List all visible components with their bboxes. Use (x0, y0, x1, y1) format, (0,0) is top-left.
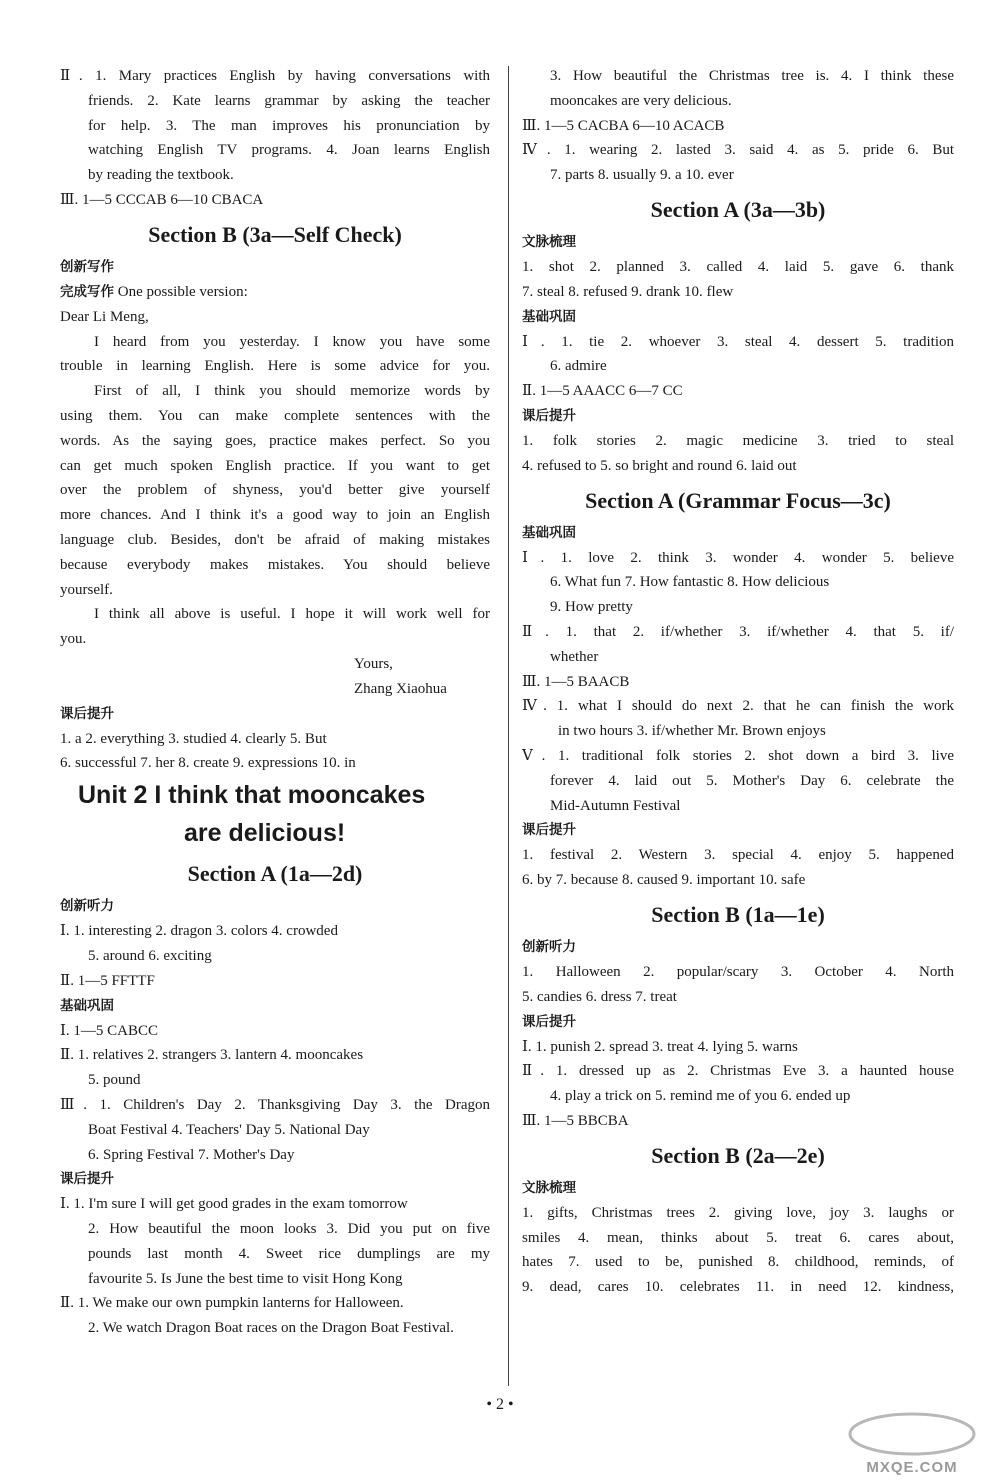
section-label: 创新听力 (60, 898, 114, 915)
answer-line: Ⅲ. 1—5 CACBA 6—10 ACACB (522, 117, 725, 134)
answer-line: First of all, I think you should memorize words by (94, 383, 490, 400)
answer-line: Ⅳ. 1. what I should do next 2. that he can finish the work (522, 698, 954, 715)
answer-line: Mid-Autumn Festival (550, 797, 681, 814)
answer-line: pounds last month 4. Sweet rice dumplings are my (88, 1245, 490, 1262)
answer-line: language club. Besides, don't be afraid of making mistakes (60, 531, 490, 548)
column-divider (508, 66, 509, 1386)
section-label: 基础巩固 (522, 524, 576, 541)
answer-line: more chances. And I think it's a good way to join an English (60, 507, 490, 524)
section-label: 文脉梳理 (522, 233, 576, 250)
answer-line: words. As the saying goes, practice makes perfect. So you (60, 432, 490, 449)
section-label: 基础巩固 (60, 997, 114, 1014)
section-label: 创新听力 (522, 938, 576, 955)
answer-line: 6. successful 7. her 8. create 9. expressions 10. in (60, 755, 356, 772)
answer-line: trouble in learning English. Here is some advice for you. (60, 358, 490, 375)
answer-line: Ⅲ. 1. Children's Day 2. Thanksgiving Day 3. the Dragon (60, 1096, 490, 1113)
answer-line: Yours, (354, 655, 393, 672)
answer-line: 2. We watch Dragon Boat races on the Dragon Boat Festival. (88, 1320, 454, 1337)
answer-line: Ⅴ. 1. traditional folk stories 2. shot down a bird 3. live (522, 747, 954, 764)
section-label: 课后提升 (60, 1171, 114, 1188)
answer-line: 5. around 6. exciting (88, 947, 212, 964)
answer-line: Ⅰ. 1. punish 2. spread 3. treat 4. lying 5. warns (522, 1038, 798, 1055)
label-note: One possible version: (114, 283, 248, 300)
answer-line: 9. How pretty (550, 599, 633, 616)
section-label (60, 280, 490, 305)
answer-line: Ⅱ. 1. that 2. if/whether 3. if/whether 4. that 5. if/ (522, 623, 954, 640)
answer-line: 2. How beautiful the moon looks 3. Did you put on five (88, 1221, 490, 1238)
answer-line: because everybody makes mistakes. You should believe (60, 556, 490, 573)
answer-line: Ⅲ. 1—5 BAACB (522, 673, 630, 690)
answer-line: Dear Li Meng, (60, 308, 149, 325)
answer-line: smiles 4. mean, thinks about 5. treat 6. cares about, (522, 1229, 954, 1246)
section-label: 基础巩固 (522, 308, 576, 325)
answer-line: you. (60, 631, 87, 648)
answer-line: by reading the textbook. (88, 167, 234, 184)
answer-line: 5. pound (88, 1072, 141, 1089)
answer-line: in two hours 3. if/whether Mr. Brown enjoys (558, 723, 826, 740)
section-heading: Section A (3a—3b) (650, 196, 826, 222)
answer-line: Ⅱ. 1. relatives 2. strangers 3. lantern 4. mooncakes (60, 1047, 364, 1064)
answer-line: whether (550, 648, 599, 665)
answer-line: 1. folk stories 2. magic medicine 3. tried to steal (522, 432, 954, 449)
section-heading: Section A (1a—2d) (187, 861, 363, 887)
unit-title: are delicious! (184, 819, 346, 848)
answer-line: 6. by 7. because 8. caused 9. important 10. safe (522, 872, 806, 889)
section-heading: Section A (Grammar Focus—3c) (585, 487, 891, 513)
answer-line: Ⅰ. 1. tie 2. whoever 3. steal 4. dessert 5. tradition (522, 333, 954, 350)
section-label: 创新写作 (60, 258, 114, 275)
unit-title: Unit 2 I think that mooncakes (78, 781, 426, 810)
section-label: 课后提升 (522, 1013, 576, 1030)
answer-line: 3. How beautiful the Christmas tree is. 4. I think these (550, 68, 954, 84)
answer-line: Ⅱ. 1—5 AAACC 6—7 CC (522, 383, 683, 400)
answer-line: Ⅲ. 1—5 CCCAB 6—10 CBACA (60, 191, 264, 208)
answer-line: 5. candies 6. dress 7. treat (522, 988, 677, 1005)
answer-line: mooncakes are very delicious. (550, 92, 732, 109)
answer-line: 4. play a trick on 5. remind me of you 6. ended up (550, 1088, 851, 1105)
answer-line: hates 7. used to be, punished 8. childhood, reminds, of (522, 1254, 954, 1271)
answer-line: Ⅱ. 1. dressed up as 2. Christmas Eve 3. a haunted house (522, 1063, 954, 1080)
section-heading: Section B (1a—1e) (651, 901, 825, 927)
answer-line: forever 4. laid out 5. Mother's Day 6. celebrate the (550, 772, 954, 789)
section-label: 文脉梳理 (522, 1179, 576, 1196)
section-label: 课后提升 (60, 705, 114, 722)
answer-line: 7. parts 8. usually 9. a 10. ever (550, 167, 734, 184)
answer-line: Ⅰ. 1. love 2. think 3. wonder 4. wonder 5. believe (522, 549, 954, 566)
answer-line: Ⅰ. 1. interesting 2. dragon 3. colors 4. crowded (60, 923, 338, 940)
section-heading: Section B (3a—Self Check) (148, 221, 402, 247)
answer-line: watching English TV programs. 4. Joan learns English (88, 142, 490, 159)
answer-line: favourite 5. Is June the best time to visit Hong Kong (88, 1270, 403, 1287)
answer-line: Ⅳ. 1. wearing 2. lasted 3. said 4. as 5. pride 6. But (522, 142, 954, 159)
answer-line: over the problem of shyness, you'd better give yourself (60, 482, 490, 499)
left-column (60, 64, 490, 1341)
answer-line: 1. gifts, Christmas trees 2. giving love, joy 3. laughs or (522, 1204, 954, 1221)
section-label-text: 完成写作 (60, 283, 114, 300)
section-heading: Section B (2a—2e) (651, 1142, 825, 1168)
answer-line: 1. festival 2. Western 3. special 4. enjoy 5. happened (522, 847, 954, 864)
answer-line: Ⅱ. 1. Mary practices English by having conversations with (60, 68, 490, 84)
answer-line: can get much spoken English practice. If you want to get (60, 457, 490, 474)
section-label: 课后提升 (522, 822, 576, 839)
answer-line: Zhang Xiaohua (354, 680, 447, 697)
answer-line: 6. Spring Festival 7. Mother's Day (88, 1146, 295, 1163)
answer-line: 6. admire (550, 358, 607, 375)
answer-line: 9. dead, cares 10. celebrates 11. in need 12. kindness, (522, 1279, 954, 1296)
answer-line: Ⅰ. 1—5 CABCC (60, 1022, 159, 1039)
answer-line: Ⅱ. 1—5 FFTTF (60, 972, 155, 989)
answer-line: using them. You can make complete sentences with the (60, 407, 490, 424)
answer-line: 1. shot 2. planned 3. called 4. laid 5. gave 6. thank (522, 258, 954, 275)
answer-line: for help. 3. The man improves his pronunciation by (88, 117, 490, 134)
page-number: • 2 • (486, 1396, 514, 1413)
answer-line: 1. Halloween 2. popular/scary 3. October 4. North (522, 963, 954, 980)
answer-line: yourself. (60, 581, 113, 598)
answer-line: Ⅰ. 1. I'm sure I will get good grades in the exam tomorrow (60, 1196, 408, 1213)
section-label: 课后提升 (522, 407, 576, 424)
answer-line: 4. refused to 5. so bright and round 6. laid out (522, 457, 797, 474)
answer-line: I think all above is useful. I hope it will work well for (94, 606, 490, 623)
answer-line: Ⅱ. 1. We make our own pumpkin lanterns for Halloween. (60, 1295, 404, 1312)
answer-line: friends. 2. Kate learns grammar by asking the teacher (88, 92, 490, 109)
watermark-logo (832, 1410, 992, 1480)
answer-line: I heard from you yesterday. I know you have some (94, 333, 490, 350)
watermark-text: MXQE.COM (866, 1459, 958, 1476)
answer-line: 7. steal 8. refused 9. drank 10. flew (522, 283, 734, 300)
answer-line: 1. a 2. everything 3. studied 4. clearly 5. But (60, 730, 327, 747)
answer-line: Ⅲ. 1—5 BBCBA (522, 1112, 629, 1129)
answer-line: Boat Festival 4. Teachers' Day 5. National Day (88, 1121, 370, 1138)
right-column (522, 64, 954, 1300)
answer-line: 6. What fun 7. How fantastic 8. How delicious (550, 574, 830, 591)
